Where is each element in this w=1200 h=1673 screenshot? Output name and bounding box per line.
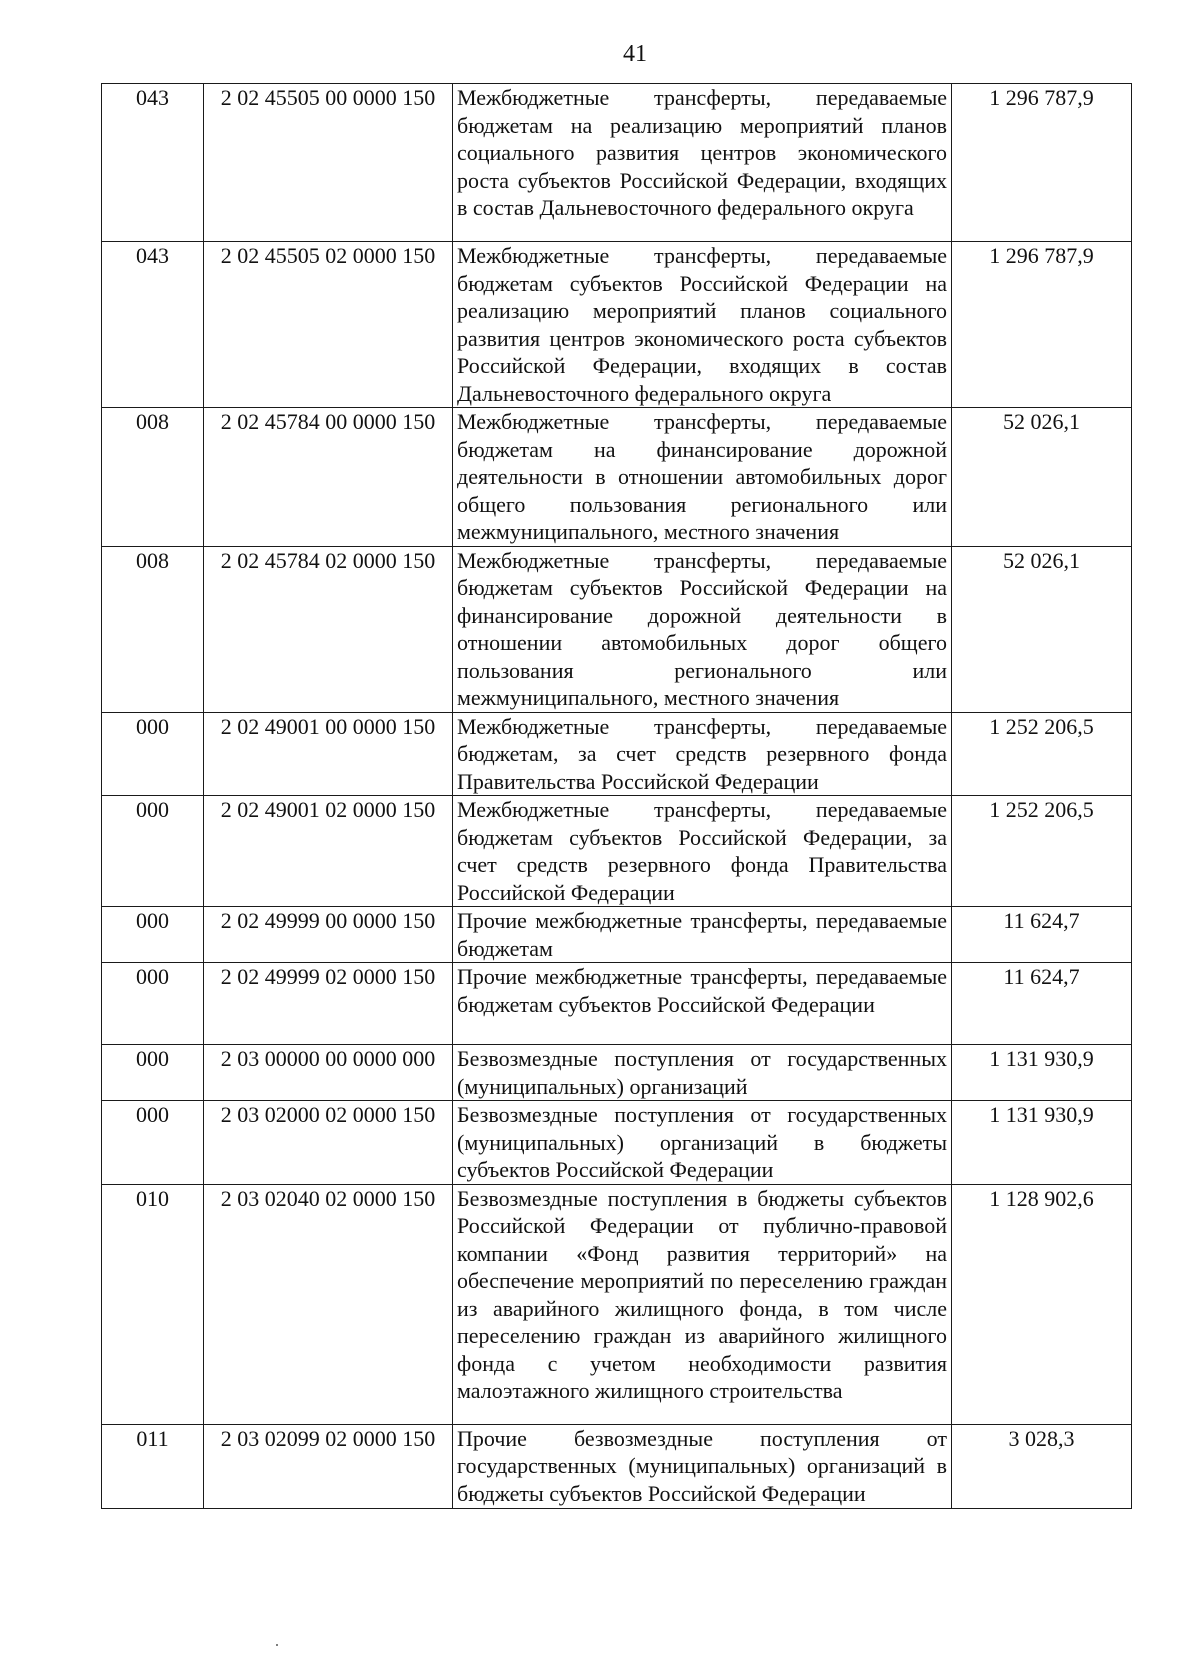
revenue-name-cell: Безвозмездные поступления от государственных (муниципальных) организаций <box>453 1045 952 1101</box>
revenue-name-cell: Межбюджетные трансферты, передаваемые бюджетам на финансирование дорожной деятельности в отношении автомобильных дорог общего пользования регионального или межмуниципального, местного значения <box>453 408 952 547</box>
admin-code-cell: 011 <box>102 1424 204 1508</box>
table-row <box>102 907 1132 963</box>
admin-code-cell: 043 <box>102 84 204 242</box>
table-row <box>102 1045 1132 1101</box>
table-row <box>102 242 1132 408</box>
table-row <box>102 963 1132 1045</box>
table-row <box>102 1184 1132 1424</box>
revenue-name-cell: Межбюджетные трансферты, передаваемые бюджетам, за счет средств резервного фонда Правительства Российской Федерации <box>453 712 952 796</box>
amount-cell: 1 252 206,5 <box>952 712 1132 796</box>
revenue-name-cell: Межбюджетные трансферты, передаваемые бюджетам субъектов Российской Федерации на финансирование дорожной деятельности в отношении автомобильных дорог общего пользования регионального или межмуниципального, местного значения <box>453 546 952 712</box>
table-row <box>102 712 1132 796</box>
budget-code-cell: 2 02 49001 02 0000 150 <box>204 796 453 907</box>
table-row <box>102 408 1132 547</box>
admin-code-cell: 000 <box>102 796 204 907</box>
budget-code-cell: 2 03 02099 02 0000 150 <box>204 1424 453 1508</box>
budget-code-cell: 2 02 45784 02 0000 150 <box>204 546 453 712</box>
table-row <box>102 1101 1132 1185</box>
admin-code-cell: 008 <box>102 546 204 712</box>
revenue-name-cell: Безвозмездные поступления от государственных (муниципальных) организаций в бюджеты субъектов Российской Федерации <box>453 1101 952 1185</box>
amount-cell: 3 028,3 <box>952 1424 1132 1508</box>
budget-code-cell: 2 02 49001 00 0000 150 <box>204 712 453 796</box>
admin-code-cell: 000 <box>102 907 204 963</box>
amount-cell: 1 296 787,9 <box>952 242 1132 408</box>
table-row <box>102 84 1132 242</box>
revenue-name-cell: Прочие безвозмездные поступления от государственных (муниципальных) организаций в бюджеты субъектов Российской Федерации <box>453 1424 952 1508</box>
admin-code-cell: 000 <box>102 963 204 1045</box>
amount-cell: 11 624,7 <box>952 963 1132 1045</box>
revenue-name-cell: Прочие межбюджетные трансферты, передаваемые бюджетам <box>453 907 952 963</box>
admin-code-cell: 010 <box>102 1184 204 1424</box>
amount-cell: 1 296 787,9 <box>952 84 1132 242</box>
amount-cell: 1 252 206,5 <box>952 796 1132 907</box>
budget-revenue-table <box>101 83 1132 1509</box>
admin-code-cell: 000 <box>102 712 204 796</box>
amount-cell: 1 131 930,9 <box>952 1101 1132 1185</box>
budget-code-cell: 2 03 02000 02 0000 150 <box>204 1101 453 1185</box>
budget-code-cell: 2 03 00000 00 0000 000 <box>204 1045 453 1101</box>
table-row <box>102 796 1132 907</box>
budget-code-cell: 2 02 45505 02 0000 150 <box>204 242 453 408</box>
budget-code-cell: 2 02 45505 00 0000 150 <box>204 84 453 242</box>
budget-code-cell: 2 02 45784 00 0000 150 <box>204 408 453 547</box>
amount-cell: 52 026,1 <box>952 408 1132 547</box>
budget-code-cell: 2 02 49999 02 0000 150 <box>204 963 453 1045</box>
admin-code-cell: 008 <box>102 408 204 547</box>
amount-cell: 1 131 930,9 <box>952 1045 1132 1101</box>
revenue-name-cell: Безвозмездные поступления в бюджеты субъектов Российской Федерации от публично-правовой компании «Фонд развития территорий» на обеспечение мероприятий по переселению граждан из аварийного жилищного фонда, в том числе переселению граждан из аварийного жилищного фонда с учетом необходимости развития малоэтажного жилищного строительства <box>453 1184 952 1424</box>
revenue-name-cell: Межбюджетные трансферты, передаваемые бюджетам субъектов Российской Федерации на реализацию мероприятий планов социального развития центров экономического роста субъектов Российской Федерации, входящих в состав Дальневосточного федерального округа <box>453 242 952 408</box>
budget-code-cell: 2 03 02040 02 0000 150 <box>204 1184 453 1424</box>
table-row <box>102 546 1132 712</box>
admin-code-cell: 000 <box>102 1101 204 1185</box>
admin-code-cell: 043 <box>102 242 204 408</box>
admin-code-cell: 000 <box>102 1045 204 1101</box>
page-number: 41 <box>623 41 647 67</box>
budget-code-cell: 2 02 49999 00 0000 150 <box>204 907 453 963</box>
table-row <box>102 1424 1132 1508</box>
amount-cell: 1 128 902,6 <box>952 1184 1132 1424</box>
revenue-name-cell: Межбюджетные трансферты, передаваемые бюджетам на реализацию мероприятий планов социального развития центров экономического роста субъектов Российской Федерации, входящих в состав Дальневосточного федерального округа <box>453 84 952 242</box>
revenue-name-cell: Прочие межбюджетные трансферты, передаваемые бюджетам субъектов Российской Федерации <box>453 963 952 1045</box>
stray-dot-mark <box>276 1644 278 1646</box>
amount-cell: 52 026,1 <box>952 546 1132 712</box>
revenue-name-cell: Межбюджетные трансферты, передаваемые бюджетам субъектов Российской Федерации, за счет средств резервного фонда Правительства Российской Федерации <box>453 796 952 907</box>
amount-cell: 11 624,7 <box>952 907 1132 963</box>
